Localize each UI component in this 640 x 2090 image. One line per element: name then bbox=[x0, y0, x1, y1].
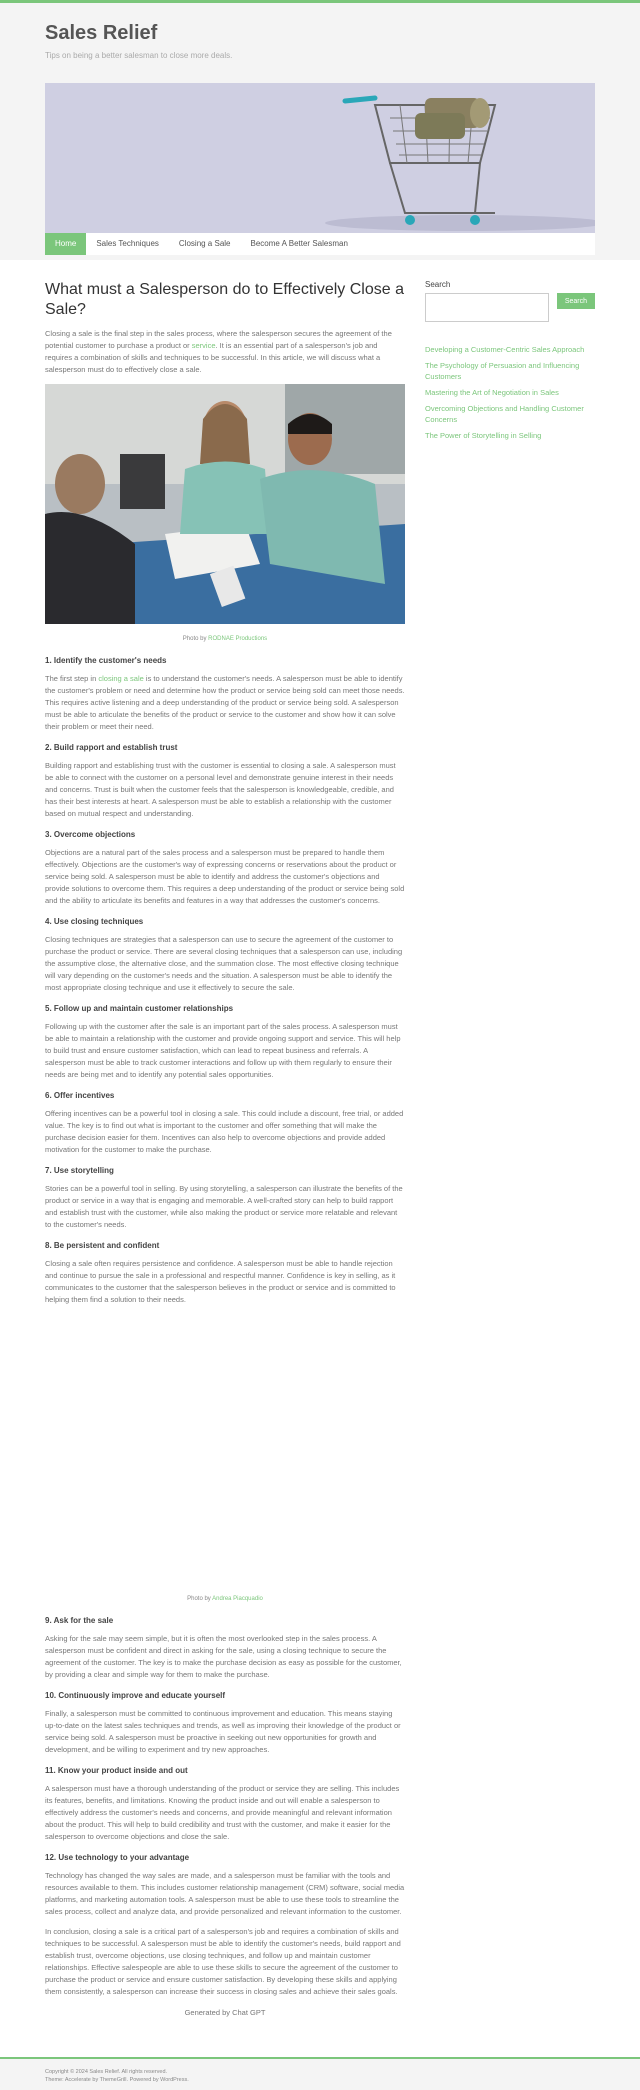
generated-note: Generated by Chat GPT bbox=[184, 2008, 266, 2017]
photo-credit-link-2[interactable]: Andrea Piacquadio bbox=[212, 1596, 263, 1602]
site-title[interactable]: Sales Relief bbox=[45, 22, 158, 44]
closing-a-sale-link[interactable]: closing a sale bbox=[98, 674, 144, 683]
section-heading-10: 10. Continuously improve and educate yourself bbox=[45, 1691, 226, 1700]
section-heading-6: 6. Offer incentives bbox=[45, 1091, 115, 1100]
main-navigation bbox=[45, 233, 595, 255]
post-title[interactable]: What must a Salesperson do to Effectively Close a Sale? bbox=[45, 281, 404, 318]
search-form bbox=[425, 293, 595, 322]
search-label: Search bbox=[425, 280, 451, 289]
conclusion-paragraph: In conclusion, closing a sale is a critical part of a salesperson's job and requires a combination of skills and techniques to be successful. A salesperson must be able to identify the customer's needs, build rapport and establish trust, overcome objections, use closing techniques, and follow up and maintain customer relationships. Effective salespeople are able to use these skills to secure the agreement of the customer to purchase the product or service and ensure customer satisfaction. By developing these skills and applying them consistently, a salesperson can increase their success in closing sales and achieve their sales goals. bbox=[45, 1927, 401, 1996]
section-paragraph-12: Technology has changed the way sales are made, and a salesperson must be familiar with the tools and resources available to them. This includes customer relationship management (CRM) software, social media platforms, and marketing automation tools. A salesperson must be able to use these tools to streamline the sales process, collect and analyze data, and provide personalized and relevant information to the customer. bbox=[45, 1871, 405, 1916]
section-paragraph-3: Objections are a natural part of the sales process and a salesperson must be prepared to handle them effectively. Objections are the customer's way of expressing concerns or reservations about the product or service being sold. A salesperson must be able to identify and address the customer's objections and provide solutions to overcome them. This requires a deep understanding of the product or service being sold and the ability to articulate its benefits and features in a way that addresses the customer's concerns. bbox=[45, 848, 405, 905]
article-photo-blank bbox=[45, 1314, 405, 1584]
service-link[interactable]: service bbox=[191, 341, 216, 350]
section-heading-2: 2. Build rapport and establish trust bbox=[45, 743, 178, 752]
section-paragraph-11: A salesperson must have a thorough understanding of the product or service they are selling. This includes its features, benefits, and limitations. Knowing the product inside and out will enable a salesperson to effectively address the customer's needs and concerns, and provide meaningful and relevant information about the product. This will help to build credibility and trust with the customer, and make it easier for the salesperson to overcome objections and close the sale. bbox=[45, 1784, 400, 1841]
nav-item-sales-techniques[interactable]: Sales Techniques bbox=[96, 239, 159, 248]
site-footer bbox=[0, 2057, 640, 2090]
nav-item-become-better-salesman[interactable]: Become A Better Salesman bbox=[250, 239, 348, 248]
section-heading-5: 5. Follow up and maintain customer relationships bbox=[45, 1004, 234, 1013]
nav-item-home[interactable]: Home bbox=[45, 233, 86, 255]
section-paragraph-1: The first step in closing a sale is to understand the customer's needs. A salesperson must be able to identify the customer's problem or need and determine how the product or service being sold can meet those needs. This requires active listening and a deep understanding of the product or service being sold. A salesperson must be able to articulate the benefits of the product or service to the customer and show how it can solve their problem or meet their need. bbox=[45, 674, 405, 731]
sidebar-link-customer-centric[interactable]: Developing a Customer-Centric Sales Approach bbox=[425, 345, 585, 354]
sidebar-link-objections[interactable]: Overcoming Objections and Handling Customer Concerns bbox=[425, 404, 584, 424]
section-paragraph-5: Following up with the customer after the sale is an important part of the sales process. A salesperson must be able to maintain a relationship with the customer and provide ongoing support and service. This will help to build trust and ensure customer satisfaction, which can lead to repeat business and referrals. A salesperson must be able to track customer interactions and follow up with them regularly to ensure their needs are being met and to identify any potential sales opportunities. bbox=[45, 1022, 401, 1079]
section-paragraph-2: Building rapport and establishing trust with the customer is essential to closing a sale. A salesperson must be able to connect with the customer on a personal level and demonstrate genuine interest in their needs and concerns. Trust is built when the customer feels that the salesperson is knowledgeable, credible, and has their best interests at heart. A salesperson must be able to establish a relationship with the customer based on mutual respect and understanding. bbox=[45, 761, 396, 818]
intro-paragraph: Closing a sale is the final step in the sales process, where the salesperson secures the agreement of the potential customer to purchase a product or service. It is an essential part of a salesperson's job and requires a combination of skills and techniques to be successful. In this article, we will discuss what a salesperson must do to effectively close a sale. bbox=[45, 329, 392, 374]
section-heading-1: 1. Identify the customer's needs bbox=[45, 656, 167, 665]
sidebar bbox=[425, 280, 595, 446]
section-paragraph-4: Closing techniques are strategies that a salesperson can use to secure the agreement of the customer to purchase the product or service. There are several closing techniques that a salesperson can use, including the assumptive close, the alternative close, and the summation close. The most effective closing technique will vary depending on the customer's needs and the situation. A salesperson must be able to identify the most appropriate closing technique and use it effectively to secure the sale. bbox=[45, 935, 403, 992]
section-heading-4: 4. Use closing techniques bbox=[45, 917, 144, 926]
article-photo-meeting bbox=[45, 384, 405, 624]
section-heading-3: 3. Overcome objections bbox=[45, 830, 136, 839]
sidebar-link-storytelling[interactable]: The Power of Storytelling in Selling bbox=[425, 431, 542, 440]
content-area bbox=[0, 260, 640, 2057]
section-paragraph-10: Finally, a salesperson must be committed to continuous improvement and education. This means staying up-to-date on the latest sales techniques and trends, as well as improving their knowledge of the product or service being sold. A salesperson must be proactive in seeking out new opportunities for growth and development, and be willing to experiment and try new approaches. bbox=[45, 1709, 401, 1754]
shopping-cart-illustration bbox=[45, 83, 595, 233]
recent-posts-list bbox=[425, 344, 595, 441]
section-paragraph-8: Closing a sale often requires persistence and confidence. A salesperson must be able to handle rejection and continue to pursue the sale in a professional and respectful manner. Confidence is key in selling, as it communicates to the customer that the salesperson believes in the product or service and is committed to helping them find a solution to their needs. bbox=[45, 1259, 396, 1304]
section-heading-9: 9. Ask for the sale bbox=[45, 1616, 114, 1625]
section-heading-8: 8. Be persistent and confident bbox=[45, 1241, 160, 1250]
search-button[interactable]: Search bbox=[557, 293, 595, 309]
photo-caption-2: Photo by Andrea Piacquadio bbox=[187, 1596, 263, 1602]
site-tagline: Tips on being a better salesman to close more deals. bbox=[45, 51, 233, 60]
photo-credit-link-1[interactable]: RODNAE Productions bbox=[208, 636, 268, 642]
section-heading-11: 11. Know your product inside and out bbox=[45, 1766, 188, 1775]
article bbox=[45, 280, 405, 2017]
sidebar-link-negotiation[interactable]: Mastering the Art of Negotiation in Sales bbox=[425, 388, 559, 397]
photo-caption-1: Photo by RODNAE Productions bbox=[182, 636, 268, 642]
footer-theme-credit: Theme: Accelerate by ThemeGrill. Powered by WordPress. bbox=[45, 2077, 189, 2083]
header-image bbox=[45, 83, 595, 233]
section-paragraph-6: Offering incentives can be a powerful tool in closing a sale. This could include a discount, free trial, or added value. The key is to find out what is important to the customer and offer something that will make the purchase decision easier for them. Incentives can also help to overcome objections and provide added motivation for the customer to make the purchase. bbox=[45, 1109, 404, 1154]
footer-copyright: Copyright © 2024 Sales Relief. All rights reserved. bbox=[45, 2069, 168, 2075]
section-heading-12: 12. Use technology to your advantage bbox=[45, 1853, 190, 1862]
search-input[interactable] bbox=[425, 293, 549, 322]
section-heading-7: 7. Use storytelling bbox=[45, 1166, 114, 1175]
nav-item-closing-a-sale[interactable]: Closing a Sale bbox=[178, 239, 231, 248]
section-paragraph-7: Stories can be a powerful tool in selling. By using storytelling, a salesperson can illustrate the benefits of the product or service in a way that is engaging and memorable. A well-crafted story can help to build rapport and establish trust with the customer, while also making the product or service more relatable and relevant to the customer's needs. bbox=[45, 1184, 403, 1229]
section-paragraph-9: Asking for the sale may seem simple, but it is often the most overlooked step in the sales process. A salesperson must be confident and direct in asking for the sale, using a closing technique to secure the agreement of the customer. The key is to make the purchase decision as easy as possible for the customer, by providing a clear and simple way for them to make the purchase. bbox=[45, 1634, 402, 1679]
sidebar-link-psychology-persuasion[interactable]: The Psychology of Persuasion and Influencing Customers bbox=[425, 361, 580, 381]
